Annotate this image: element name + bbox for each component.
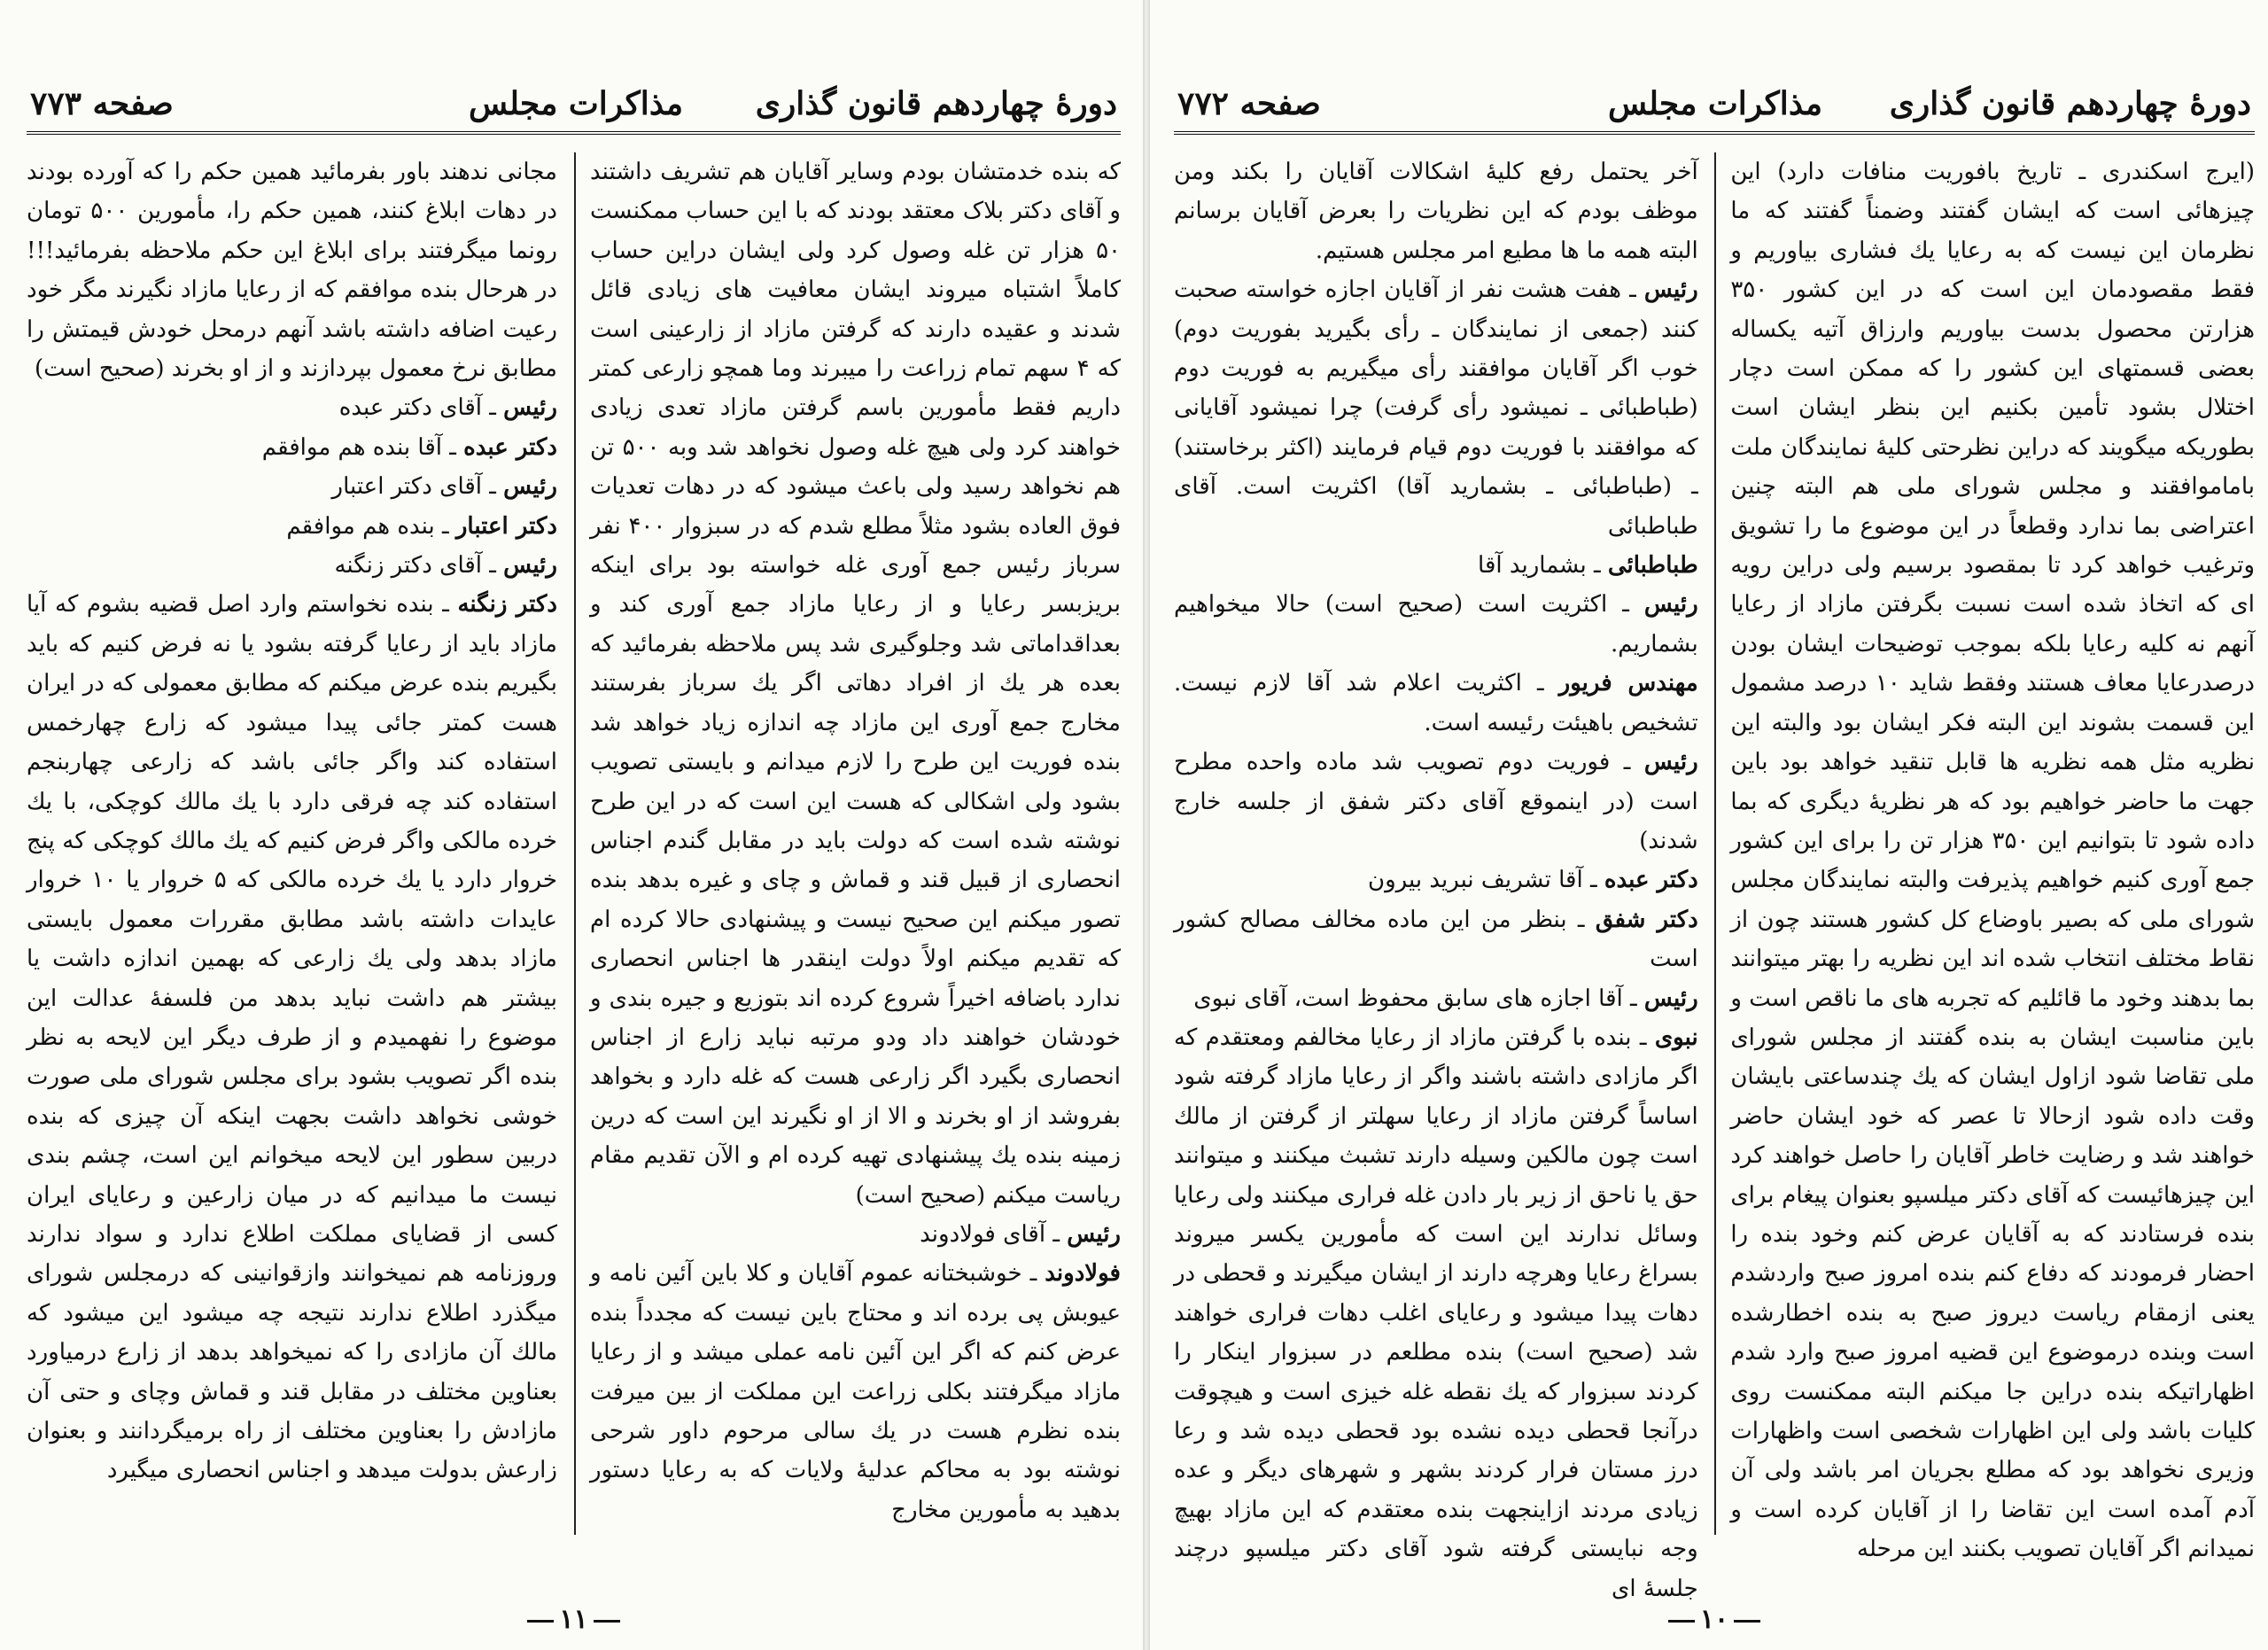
speaker-paragraph [27, 546, 557, 585]
speaker-name: رئیس [1643, 985, 1698, 1012]
paragraph-text: ـ آقای دکتر اعتبار [331, 473, 504, 501]
column-left [27, 152, 557, 1535]
paragraph-text: ـ اکثریت اعلام شد آقا لازم نیست. تشخیص باهیئت رئیسه است. [1174, 670, 1698, 736]
column-divider [574, 152, 576, 1535]
speaker-name: رئیس [503, 473, 557, 501]
paragraph-text: (ایرج اسکندری ـ تاریخ بافوریت منافات دارد) این چیزهائی است که ایشان گفتند وضمناً گفتند که ما نظرمان این نیست که به رعایا یك فشاری بیاوریم و فقط مقصودمان این است که در این کشور ۳۵۰ هزارتن محصول بدست بیاوریم وارزاق آتیه یکساله بعضی قسمتهای این کشور را که ممکن است دچار اختلال بشود تأمین بکنیم این بنظر ایشان است بطوریکه میگویند که دراین نظرحتی کلیهٔ نمایندگان ملت باماموافقند و مجلس شورای ملی هم البته چنین اعتراضی بما ندارد وقطعاً در این موضوع ما را تشویق وترغیب خواهد کرد تا بمقصود برسیم ولی دراین رویه ای که اتخاذ شده است نسبت بگرفتن مازاد از رعایا آنهم نه کلیه رعایا بلکه بموجب توضیحات ایشان بودن درصدرعایا معاف هستند وفقط شاید ۱۰ درصد مشمول این قسمت بشوند این البته فکر ایشان بود والبته این نظریه مثل همه نظریه ها قابل تنقید خواهد بود باین جهت ما حاضر خواهیم بود که هر نظریهٔ دیگری که بما داده شود تا بتوانیم این ۳۵۰ هزار تن را برای این کشور جمع آوری کنیم خواهیم پذیرفت والبته نمایندگان مجلس شورای ملی که بصیر باوضاع کل کشور هستند چون از نقاط مختلف انتخاب شده اند این نظریه را بهتر میتوانند بما بدهند وخود ما قائلیم که تجربه های ما ناقص است و باین مناسبت ایشان به بنده گفتند از مجلس شورای ملی تقاضا شود ازاول ایشان که یك چندساعتی بایشان وقت داده شود ازحالا تا عصر که خود ایشان حاضر خواهند شد و رضایت خاطر آقایان را حاصل خواهند کرد این چیزهائیست که آقای دکتر میلسپو بعنوان پیغام برای بنده فرستادند که به آقایان عرض کنم وخود بنده را احضار فرمودند که دفاع کنم بنده امروز صبح واردشدم یعنی ازمقام ریاست دیروز صبح به بنده اخطارشده است وبنده درموضوع این قضیه امروز صبح وارد شدم اظهاراتیکه بنده دراین جا میکنم البته ممکنست روی کلیات باشد ولی این اظهارات شخصی است واظهارات وزیری نخواهد بود که مطلع بجریان امر باشد ولی آن آدم آمده است این تقاضا را از آقایان کرده است و نمیدانم اگر آقایان تصویب بکنند این مرحله [1730, 159, 2256, 1563]
page-header [27, 78, 1121, 135]
speaker-paragraph [1174, 743, 1698, 860]
speaker-name: رئیس [503, 552, 557, 580]
header-period: دورهٔ چهاردهم قانون گذاری [755, 85, 1117, 122]
speaker-name: رئیس [1643, 749, 1698, 776]
speaker-paragraph [1174, 664, 1698, 743]
speaker-paragraph [1174, 1018, 1698, 1608]
header-debates: مذاکرات مجلس [469, 85, 683, 122]
speaker-paragraph [1174, 979, 1698, 1018]
paragraph-text: ـ بنده با گرفتن مازاد از رعایا مخالفم ومعتقدم که اگر مازادی داشته باشند واگر از رعایا مازاد گرفته شود اساساً گرفتن مازاد از رعایا سهلتر از گرفتن از مالك است چون مالکین وسیله دارند تشبث میکنند و میتوانند حق یا ناحق از زیر بار دادن غله فراری میکنند ولی رعایا وسائل ندارند این است که مأمورین یکسر میروند بسراغ رعایا وهرچه دارند از ایشان میگیرند و قحطی در دهات پیدا میشود و رعایای اغلب دهات فراری خواهند شد (صحیح است) بنده مطلعم در سبزوار اینکار را کردند سبزوار که یك نقطه غله خیزی است و هیچوقت درآنجا قحطی دیده نشده بود قحطی دیده شد و رعا درز مستان فرار کردند بشهر و شهرهای دیگر و عده زیادی مردند ازاینجهت بنده معتقدم که این مازاد بهیچ وجه نبایستی گرفته شود آقای دکتر میلسپو درچند جلسهٔ ای [1174, 1023, 1698, 1602]
paragraph-text: ـ خوشبختانه عموم آقایان و کلا باین آئین نامه و عیوبش پی برده اند و محتاج باین نیست که مجدداً بنده عرض کنم که اگر این آئین نامه عملی میشد و از رعایا مازاد میگرفتند بکلی زراعت این مملکت از بین میرفت بنده نظرم هست در یك سالی مرحوم داور شرحی نوشته بود به محاکم عدلیهٔ ولایات که به رعایا دستور بدهید به مأمورین مخارج [590, 1260, 1121, 1523]
speaker-paragraph [590, 1215, 1121, 1254]
speaker-name: فولادوند [1045, 1260, 1121, 1288]
paragraph-text: ـ اکثریت است (صحیح است) حالا میخواهیم بشماریم. [1174, 591, 1698, 658]
speaker-paragraph [27, 428, 557, 467]
paragraph-text: ـ آقا بنده هم موافقم [261, 433, 464, 461]
paragraph-text: مجانی ندهند باور بفرمائید همین حکم را که آورده بودند در دهات ابلاغ کنند، همین حکم را، مأمورین ۵۰۰ تومان رونما میگرفتند برای ابلاغ این حکم ملاحظه بفرمائید!!! در هرحال بنده موافقم که از رعایا مازاد نگیرند مگر خود رعیت اضافه داشته باشد آنهم درمحل خودش قیمتش را مطابق نرخ معمول بپردازند و از او بخرند (صحیح است) [27, 159, 557, 383]
speaker-paragraph [1174, 860, 1698, 899]
column-left [1174, 152, 1698, 1602]
column-right [1730, 152, 2256, 1563]
speaker-paragraph [1174, 900, 1698, 979]
page-footer-number: ۱۰ [1174, 1604, 2255, 1635]
speaker-paragraph [27, 467, 557, 506]
paragraph-text: ـ بشمارید آقا [1478, 552, 1608, 580]
text-paragraph [27, 152, 557, 388]
speaker-name: نبوی [1654, 1023, 1698, 1051]
paragraph-text: ـ فوریت دوم تصویب شد ماده واحده مطرح است (در اینموقع آقای دکتر شفق از جلسه خارج شدند) [1174, 749, 1698, 854]
paragraph-text: ـ آقای دکتر زنگنه [334, 552, 504, 580]
speaker-paragraph [590, 1254, 1121, 1529]
paragraph-text: که بنده خدمتشان بودم وسایر آقایان هم تشریف داشتند و آقای دکتر بلاک معتقد بودند که با این حساب ممکنست ۵۰ هزار تن غله وصول کرد ولی ایشان دراین حساب کاملاً اشتباه میروند ایشان معافیت های زیادی قائل شدند و عقیده دارند که گرفتن مازاد از زارعینی است که ۴ سهم تمام زراعت را میبرند وما همچو زارعی کمتر داریم فقط مأمورین باسم گرفتن مازاد تعدی زیادی خواهند کرد ولی هیچ غله وصول نخواهد شد وبه ۵۰۰ تن هم نخواهد رسید ولی باعث میشود که در دهات تعدیات فوق العاده بشود مثلاً مطلع شدم که در سبزوار ۴۰۰ نفر سرباز رئیس جمع آوری غله خواسته بود برای اینکه بریزبسر رعایا و از رعایا مازاد جمع آوری کند و بعداقداماتی شد وجلوگیری شد پس ملاحظه بفرمائید که بعده هر یك از افراد دهاتی اگر یك سرباز بفرستند مخارج جمع آوری این مازاد چه اندازه زیاد خواهد شد بنده فوریت این طرح را لازم میدانم و بایستی تصویب بشود ولی اشکالی که هست این است که در این طرح نوشته شده است که دولت باید در مقابل گندم اجناس انحصاری از قبیل قند و قماش و چای و غیره بدهد بنده تصور میکنم این صحیح نیست و پیشنهادی حالا کرده ام که تقدیم میکنم اولاً دولت اینقدر ها اجناس انحصاری ندارد باضافه اخیراً شروع کرده اند بتوزیع و جیره بندی و خودشان خواهند داد ودو مرتبه نباید زارع از اجناس انحصاری بگیرد اگر زارعی هست که غله دارد و بخواهد بفروشد از او بخرند و الا از او نگیرند این است که درین زمینه بنده یك پیشنهادی تهیه کرده ام و الآن تقدیم مقام ریاست میکنم (صحیح است) [590, 159, 1122, 1209]
column-divider [1714, 152, 1716, 1535]
speaker-paragraph [27, 507, 557, 546]
paragraph-text: ـ هفت هشت نفر از آقایان اجازه خواسته صحبت کنند (جمعی از نمایندگان ـ رأی بگیرید بفوریت دوم) خوب اگر آقایان موافقند رأی میگیریم به فوریت دوم (طباطبائی ـ نمیشود رأی گرفت) چرا نمیشود آقایانی که موافقند با فوریت دوم قیام فرمایند (اکثر برخاستند) ـ (طباطبائی ـ بشمارید آقا) اکثریت است. آقای طباطبائی [1174, 276, 1698, 540]
right-sheet [1150, 0, 2268, 1650]
paragraph-text: ـ بنده هم موافقم [286, 512, 456, 540]
text-columns [1174, 152, 2256, 1602]
speaker-name: دکتر عبده [1604, 867, 1698, 894]
header-page-number: صفحه ۷۷۳ [30, 85, 174, 122]
speaker-paragraph [1174, 585, 1698, 664]
paragraph-text: آخر یحتمل رفع کلیهٔ اشکالات آقایان را بکند ومن موظف بودم که این نظریات را بعرض آقایان برسانم البته همه ما ها مطیع امر مجلس هستیم. [1174, 159, 1698, 264]
paragraph-text: ـ آقا اجازه های سابق محفوظ است، آقای نبوی [1193, 985, 1644, 1012]
text-columns [27, 152, 1121, 1535]
paragraph-text: ـ آقا تشریف نبرید بیرون [1368, 867, 1604, 894]
paragraph-text: ـ آقای فولادوند [920, 1220, 1068, 1248]
page-772 [1174, 53, 2256, 1635]
column-right [590, 152, 1121, 1535]
page-header [1174, 78, 2255, 135]
page-footer-number: ۱۱ [27, 1604, 1121, 1635]
speaker-name: رئیس [1643, 591, 1698, 619]
speaker-name: رئیس [503, 394, 557, 422]
speaker-paragraph [27, 585, 557, 1490]
text-paragraph [1730, 152, 2255, 1569]
speaker-name: مهندس فریور [1558, 670, 1698, 697]
speaker-paragraph [1174, 270, 1698, 546]
speaker-name: رئیس [1067, 1220, 1121, 1248]
text-paragraph [590, 152, 1121, 1215]
page-773 [27, 53, 1122, 1635]
paragraph-text: ـ بنده نخواستم وارد اصل قضیه بشوم که آیا مازاد باید از رعایا گرفته بشود یا نه فرض کنیم که باید بگیریم بنده عرض میکنم که مطابق معمولی که در ایران هست کمتر جائی پیدا میشود که زارع چهارخمس استفاده کند واگر جائی باشد که زارعی چهاربنجم استفاده کند چه فرقی دارد با یك مالك کوچکی، با یك خرده مالکی واگر فرض کنیم که یك مالك کوچکی که پنج خروار دارد یا یك خرده مالکی که ۵ خروار یا ۱۰ خروار عایدات داشته باشد مطابق مقررات معمول بایستی مازاد بدهد ولی یك زارعی که بهمین اندازه داشت یا بیشتر هم داشت نباید بدهد من فلسفهٔ عدالت این موضوع را نفهمیدم و از طرف دیگر این لایحه به نظر بنده اگر تصویب بشود برای مجلس شورای ملی صورت خوشی نخواهد داشت بجهت اینکه آن چیزی که بنده دربین سطور این لایحه میخوانم این است، چشم بندی نیست ما میدانیم که در میان زارعین و رعایای ایران کسی از قضایای مملکت اطلاع ندارد و سواد ندارند وروزنامه هم نمیخوانند وازقوانینی که درمجلس شورای میگذرد اطلاع ندارند نتیجه چه میشود این میشود که مالك آن مازادی را که نمیخواهد بدهد از زارع درمیاورد بعناوین مختلف در مقابل قند و قماش وچای و حتی آن مازادش را بعناوین مختلف از راه برمیگردانند و بعنوان زارعش بدولت میدهد و اجناس انحصاری میگیرد [27, 591, 557, 1484]
speaker-name: طباطبائی [1607, 552, 1698, 580]
speaker-name: دکتر شفق [1595, 906, 1698, 933]
header-page-number: صفحه ۷۷۲ [1177, 85, 1321, 122]
text-paragraph [1174, 152, 1698, 270]
speaker-paragraph [27, 388, 557, 427]
header-period: دورهٔ چهاردهم قانون گذاری [1889, 85, 2251, 122]
speaker-name: رئیس [1643, 276, 1698, 304]
speaker-name: دکتر عبده [463, 433, 557, 461]
paragraph-text: ـ آقای دکتر عبده [338, 394, 504, 422]
paragraph-text: ـ بنظر من این ماده مخالف مصالح کشور است [1174, 906, 1698, 973]
speaker-paragraph [1174, 546, 1698, 585]
book-spine [1143, 0, 1150, 1650]
speaker-name: دکتر زنگنه [457, 591, 557, 619]
header-debates: مذاکرات مجلس [1608, 85, 1822, 122]
speaker-name: دکتر اعتبار [455, 512, 557, 540]
